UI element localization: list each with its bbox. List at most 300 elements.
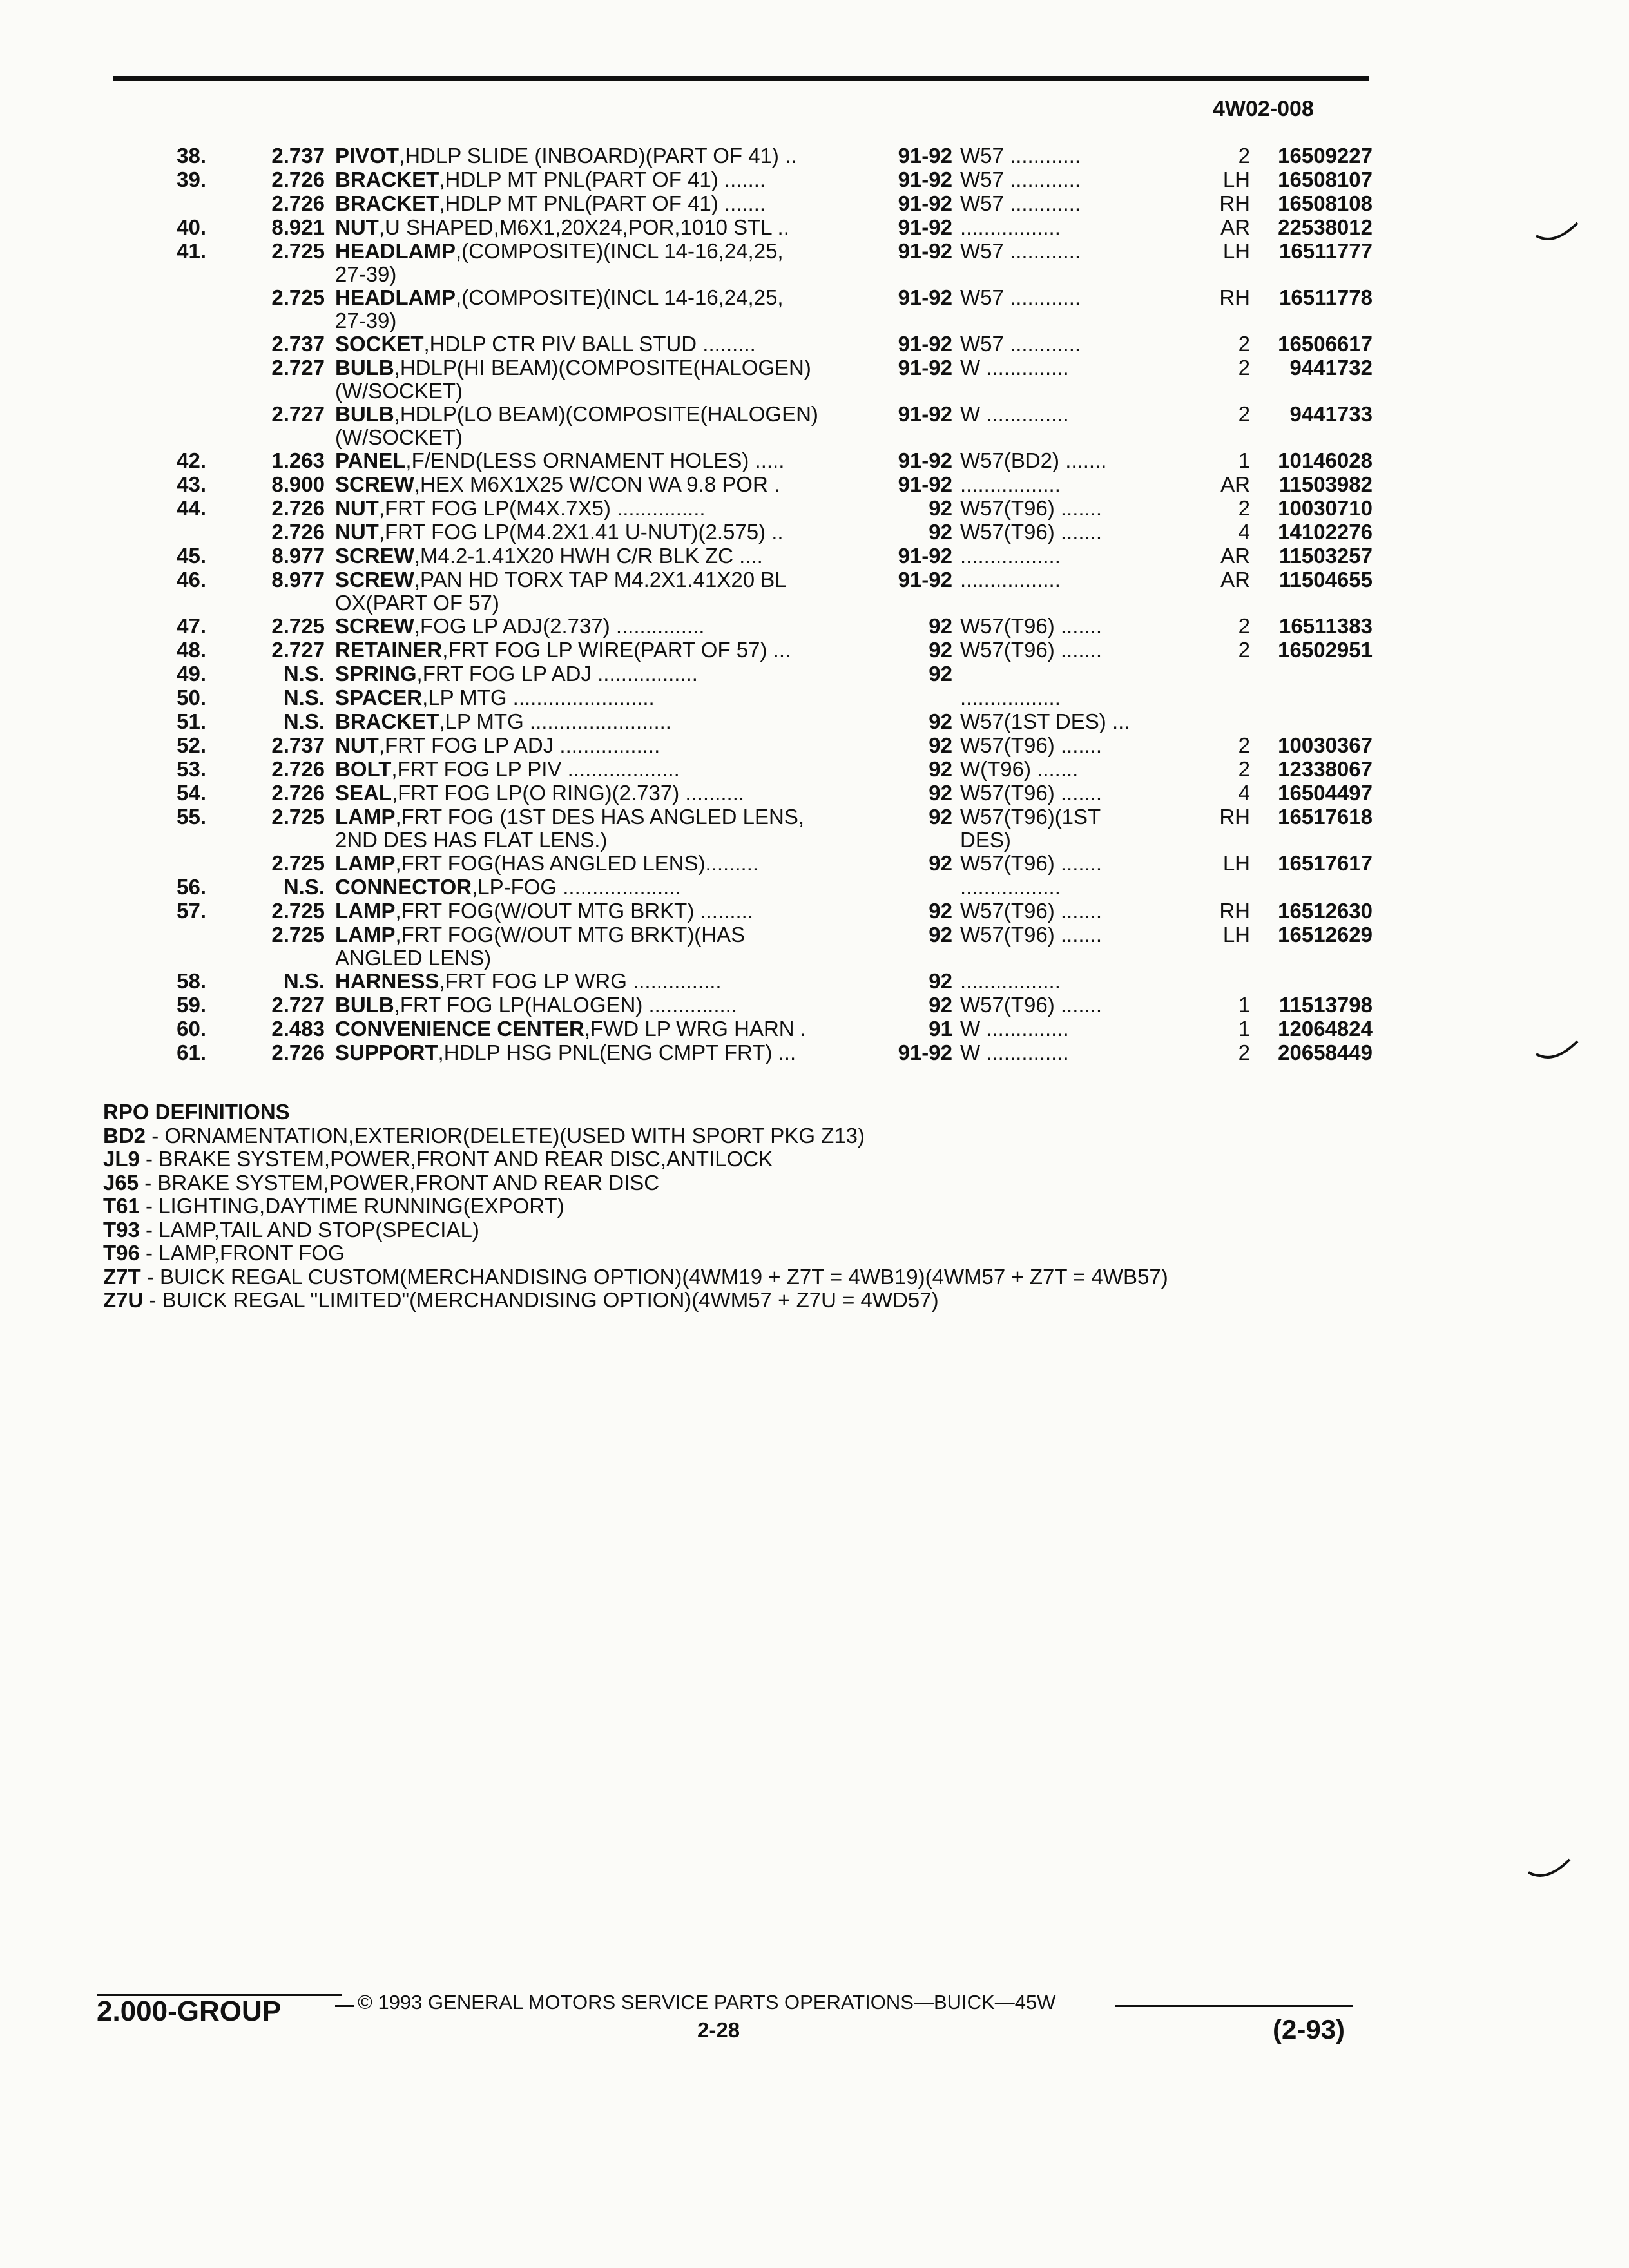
part-number: 16517617 <box>1278 851 1373 875</box>
table-row <box>122 521 1373 544</box>
model-code-text: W57(T96) ....... <box>960 639 1103 662</box>
part-detail: ,FRT FOG LP WIRE(PART OF 57) ... <box>442 639 791 662</box>
part-number: 9441733 <box>1289 402 1373 426</box>
part-description <box>335 1041 887 1064</box>
part-name: BOLT <box>335 758 392 781</box>
table-row <box>122 782 1373 805</box>
quantity: 1 <box>1238 1017 1250 1041</box>
group-number: 2.727 <box>271 356 325 380</box>
model-years: 92 <box>929 851 952 875</box>
quantity: 2 <box>1238 402 1250 426</box>
part-name: SPRING <box>335 662 417 686</box>
part-detail: ,FOG LP ADJ(2.737) ............... <box>414 615 705 638</box>
table-row <box>122 568 1373 615</box>
model-years: 91-92 <box>898 1041 952 1064</box>
model-code-text: W .............. <box>960 1041 1069 1064</box>
part-number: 11513798 <box>1278 993 1373 1017</box>
model-code <box>960 356 1199 380</box>
table-row <box>122 192 1373 216</box>
rpo-line <box>103 1148 1366 1171</box>
model-years: 92 <box>929 969 952 993</box>
part-detail-continued: (W/SOCKET) <box>335 425 463 449</box>
part-name: CONVENIENCE CENTER <box>335 1017 584 1041</box>
quantity: AR <box>1220 472 1250 496</box>
model-years: 91-92 <box>898 544 952 568</box>
table-row <box>122 662 1373 686</box>
item-number: 60. <box>177 1017 206 1041</box>
model-years: 92 <box>929 805 952 829</box>
part-name: NUT <box>335 521 379 544</box>
rpo-text: - BRAKE SYSTEM,POWER,FRONT AND REAR DISC <box>139 1170 660 1195</box>
model-years: 91-92 <box>898 568 952 591</box>
model-code <box>960 332 1199 356</box>
part-detail: ,FRT FOG(W/OUT MTG BRKT) ......... <box>395 899 753 923</box>
part-name: BULB <box>335 403 394 426</box>
part-number: 10030710 <box>1278 496 1373 520</box>
model-code-text: W57(T96) ....... <box>960 615 1103 638</box>
group-number: 2.725 <box>271 285 325 309</box>
part-detail-continued: ANGLED LENS) <box>335 946 492 970</box>
part-description <box>335 970 887 993</box>
part-detail: ,M4.2-1.41X20 HWH C/R BLK ZC .... <box>414 544 763 568</box>
part-description <box>335 521 887 544</box>
quantity: 1 <box>1238 448 1250 472</box>
part-name: LAMP <box>335 899 396 923</box>
part-name: SCREW <box>335 544 414 568</box>
rpo-code: T96 <box>103 1241 140 1265</box>
footer-rule <box>335 2005 354 2007</box>
part-description <box>335 497 887 520</box>
table-row <box>122 923 1373 970</box>
part-description <box>335 144 887 168</box>
model-code <box>960 923 1199 947</box>
model-years: 91-92 <box>898 144 952 168</box>
top-rule <box>113 76 1369 81</box>
part-description <box>335 662 887 686</box>
model-code-text: W57(1ST DES) ... <box>960 710 1130 733</box>
model-code-text: W57(T96) ....... <box>960 852 1103 875</box>
item-number: 52. <box>177 733 206 757</box>
model-code <box>960 286 1199 309</box>
model-code-text: W57 ............ <box>960 240 1081 263</box>
model-code-text: W57(T96) ....... <box>960 497 1103 520</box>
model-years: 92 <box>929 781 952 805</box>
table-row <box>122 899 1373 923</box>
model-code-text: W57 ............ <box>960 192 1081 215</box>
part-name: NUT <box>335 216 379 239</box>
quantity: 2 <box>1238 496 1250 520</box>
part-name: SCREW <box>335 568 414 591</box>
table-row <box>122 1017 1373 1041</box>
part-detail: ,(COMPOSITE)(INCL 14-16,24,25, <box>456 286 784 309</box>
part-description <box>335 734 887 757</box>
part-description <box>335 403 887 449</box>
part-description <box>335 1017 887 1041</box>
item-number: 61. <box>177 1041 206 1064</box>
model-years: 92 <box>929 662 952 686</box>
rpo-title: RPO DEFINITIONS <box>103 1100 290 1124</box>
table-row <box>122 286 1373 332</box>
group-number: 2.727 <box>271 993 325 1017</box>
part-description <box>335 639 887 662</box>
quantity: AR <box>1220 544 1250 568</box>
part-number: 16504497 <box>1278 781 1373 805</box>
model-code-text: W57(T96) ....... <box>960 923 1103 947</box>
part-number: 16509227 <box>1278 144 1373 168</box>
table-row <box>122 544 1373 568</box>
group-number: 2.725 <box>271 851 325 875</box>
table-row <box>122 852 1373 876</box>
part-name: CONNECTOR <box>335 876 472 899</box>
model-code <box>960 521 1199 544</box>
quantity: AR <box>1220 568 1250 591</box>
item-number: 57. <box>177 899 206 923</box>
model-years: 92 <box>929 993 952 1017</box>
part-name: PIVOT <box>335 144 400 168</box>
model-code <box>960 615 1199 638</box>
part-detail: ,FRT FOG (1ST DES HAS ANGLED LENS, <box>395 805 805 829</box>
group-number: N.S. <box>283 875 325 899</box>
table-row <box>122 449 1373 473</box>
model-code <box>960 805 1199 852</box>
part-name: BRACKET <box>335 192 439 215</box>
model-code-text: ................. <box>960 686 1061 709</box>
part-description <box>335 356 887 403</box>
model-code <box>960 899 1199 923</box>
item-number: 45. <box>177 544 206 568</box>
group-number: 2.737 <box>271 332 325 356</box>
part-number: 11503257 <box>1278 544 1373 568</box>
part-description <box>335 805 887 852</box>
model-code-continued: DES) <box>960 828 1011 852</box>
group-number: 8.900 <box>271 472 325 496</box>
item-number: 50. <box>177 686 206 709</box>
model-years: 92 <box>929 709 952 733</box>
part-name: HEADLAMP <box>335 286 456 309</box>
quantity: LH <box>1222 168 1250 191</box>
rpo-text: - LAMP,FRONT FOG <box>139 1241 345 1265</box>
model-code <box>960 686 1199 709</box>
item-number: 38. <box>177 144 206 168</box>
part-number: 16512630 <box>1278 899 1373 923</box>
part-detail: ,PAN HD TORX TAP M4.2X1.41X20 BL <box>414 568 787 591</box>
model-code-text: W57(T96)(1ST <box>960 805 1101 829</box>
part-number: 16511383 <box>1278 614 1373 638</box>
model-code <box>960 403 1199 426</box>
rpo-code: T61 <box>103 1194 140 1218</box>
model-code <box>960 710 1199 733</box>
model-years: 91-92 <box>898 332 952 356</box>
item-number: 54. <box>177 781 206 805</box>
model-code-text: W57 ............ <box>960 332 1081 356</box>
item-number: 53. <box>177 757 206 781</box>
part-name: BULB <box>335 994 394 1017</box>
part-detail: ,LP MTG ........................ <box>439 710 671 733</box>
group-number: 2.737 <box>271 733 325 757</box>
group-number: 8.977 <box>271 544 325 568</box>
rpo-line <box>103 1171 1366 1195</box>
group-number: 2.725 <box>271 923 325 947</box>
part-number: 16517618 <box>1278 805 1373 829</box>
part-number: 12338067 <box>1278 757 1373 781</box>
model-years: 91-92 <box>898 448 952 472</box>
group-number: 8.977 <box>271 568 325 591</box>
item-number: 42. <box>177 448 206 472</box>
rpo-code: BD2 <box>103 1123 146 1148</box>
rpo-text: - ORNAMENTATION,EXTERIOR(DELETE)(USED WITH SPORT PKG Z13) <box>146 1123 865 1148</box>
part-description <box>335 876 887 899</box>
table-row <box>122 758 1373 782</box>
part-name: LAMP <box>335 923 396 947</box>
rpo-text: - LIGHTING,DAYTIME RUNNING(EXPORT) <box>139 1194 564 1218</box>
group-number: 2.727 <box>271 638 325 662</box>
table-row <box>122 805 1373 852</box>
item-number: 49. <box>177 662 206 686</box>
quantity: 1 <box>1238 993 1250 1017</box>
table-row <box>122 639 1373 662</box>
part-number: 12064824 <box>1278 1017 1373 1041</box>
part-detail: ,HDLP MT PNL(PART OF 41) ....... <box>439 168 766 191</box>
part-name: HEADLAMP <box>335 240 456 263</box>
model-code-text: W57(T96) ....... <box>960 521 1103 544</box>
part-name: SOCKET <box>335 332 424 356</box>
part-number: 11503982 <box>1278 472 1373 496</box>
quantity: 4 <box>1238 520 1250 544</box>
rpo-line <box>103 1218 1366 1242</box>
rpo-text: - BUICK REGAL "LIMITED"(MERCHANDISING OPTION)(4WM57 + Z7U = 4WD57) <box>143 1288 939 1312</box>
model-code-text: ................. <box>960 568 1061 591</box>
item-number: 48. <box>177 638 206 662</box>
part-detail: ,FRT FOG LP ADJ ................. <box>378 734 660 757</box>
part-name: SCREW <box>335 615 414 638</box>
group-number: 2.727 <box>271 402 325 426</box>
model-code <box>960 876 1199 899</box>
part-detail: ,FRT FOG LP(O RING)(2.737) .......... <box>392 782 745 805</box>
part-detail: ,HDLP HSG PNL(ENG CMPT FRT) ... <box>438 1041 796 1064</box>
model-code-text: W57(T96) ....... <box>960 899 1103 923</box>
part-number: 16506617 <box>1278 332 1373 356</box>
item-number: 44. <box>177 496 206 520</box>
rpo-code: Z7U <box>103 1288 144 1312</box>
model-code <box>960 852 1199 875</box>
quantity: RH <box>1219 191 1250 215</box>
item-number: 51. <box>177 709 206 733</box>
part-name: RETAINER <box>335 639 443 662</box>
table-row <box>122 710 1373 734</box>
rpo-line <box>103 1124 1366 1148</box>
part-detail: ,HEX M6X1X25 W/CON WA 9.8 POR . <box>414 473 780 496</box>
part-name: BULB <box>335 356 394 380</box>
part-description <box>335 192 887 215</box>
model-code-text: ................. <box>960 216 1061 239</box>
part-detail: ,FRT FOG(HAS ANGLED LENS)......... <box>395 852 759 875</box>
model-years: 91-92 <box>898 285 952 309</box>
quantity: 2 <box>1238 614 1250 638</box>
rpo-definitions <box>103 1100 1366 1312</box>
part-number: 16508107 <box>1278 168 1373 191</box>
part-detail-continued: 2ND DES HAS FLAT LENS.) <box>335 828 608 852</box>
table-row <box>122 1041 1373 1065</box>
part-detail: ,LP-FOG .................... <box>472 876 681 899</box>
group-number: 2.725 <box>271 805 325 829</box>
quantity: 4 <box>1238 781 1250 805</box>
table-row <box>122 240 1373 286</box>
model-code <box>960 782 1199 805</box>
model-code-text: ................. <box>960 473 1061 496</box>
model-code <box>960 192 1199 215</box>
quantity: LH <box>1222 923 1250 947</box>
model-code <box>960 568 1199 591</box>
model-years: 92 <box>929 733 952 757</box>
part-number: 11504655 <box>1278 568 1373 591</box>
part-detail: ,HDLP MT PNL(PART OF 41) ....... <box>439 192 766 215</box>
model-code <box>960 1017 1199 1041</box>
part-number: 10146028 <box>1278 448 1373 472</box>
part-description <box>335 240 887 286</box>
model-code <box>960 970 1199 993</box>
part-description <box>335 899 887 923</box>
model-years: 91-92 <box>898 191 952 215</box>
item-number: 55. <box>177 805 206 829</box>
rpo-text: - BRAKE SYSTEM,POWER,FRONT AND REAR DISC,ANTILOCK <box>139 1147 773 1171</box>
part-detail: ,FRT FOG LP PIV ................... <box>391 758 680 781</box>
group-number: 2.726 <box>271 781 325 805</box>
group-number: 2.726 <box>271 191 325 215</box>
table-row <box>122 497 1373 521</box>
item-number: 41. <box>177 239 206 263</box>
group-number: 2.726 <box>271 757 325 781</box>
part-detail: ,HDLP SLIDE (INBOARD)(PART OF 41) .. <box>399 144 797 168</box>
quantity: RH <box>1219 899 1250 923</box>
part-description <box>335 994 887 1017</box>
part-number: 22538012 <box>1278 215 1373 239</box>
part-detail-continued: 27-39) <box>335 262 397 286</box>
model-years: 91-92 <box>898 402 952 426</box>
model-code <box>960 144 1199 168</box>
model-code <box>960 1041 1199 1064</box>
rpo-line <box>103 1289 1366 1312</box>
part-description <box>335 923 887 970</box>
model-years: 91-92 <box>898 239 952 263</box>
part-detail: ,U SHAPED,M6X1,20X24,POR,1010 STL .. <box>378 216 789 239</box>
part-detail: ,HDLP CTR PIV BALL STUD ......... <box>423 332 756 356</box>
model-years: 91-92 <box>898 215 952 239</box>
part-name: BRACKET <box>335 710 439 733</box>
model-code-text: W57(BD2) ....... <box>960 449 1107 472</box>
model-years: 92 <box>929 923 952 947</box>
part-detail-continued: 27-39) <box>335 309 397 332</box>
part-number: 9441732 <box>1289 356 1373 380</box>
item-number: 43. <box>177 472 206 496</box>
group-number: 2.726 <box>271 496 325 520</box>
group-number: 1.263 <box>271 448 325 472</box>
part-number: 20658449 <box>1278 1041 1373 1064</box>
model-years: 92 <box>929 496 952 520</box>
part-name: NUT <box>335 497 379 520</box>
footer-right-rule <box>1263 2005 1353 2007</box>
item-number: 56. <box>177 875 206 899</box>
check-mark-icon <box>1527 1857 1572 1885</box>
quantity: 2 <box>1238 757 1250 781</box>
part-number: 16511777 <box>1278 239 1373 263</box>
model-code-text: W .............. <box>960 356 1069 380</box>
table-row <box>122 734 1373 758</box>
group-number: 8.921 <box>271 215 325 239</box>
part-detail: ,FWD LP WRG HARN . <box>584 1017 806 1041</box>
rpo-lines <box>103 1124 1366 1312</box>
quantity: 2 <box>1238 144 1250 168</box>
model-code-text: W57(T96) ....... <box>960 782 1103 805</box>
model-years: 91-92 <box>898 356 952 380</box>
part-number: 16512629 <box>1278 923 1373 947</box>
table-row <box>122 970 1373 994</box>
quantity: LH <box>1222 239 1250 263</box>
table-row <box>122 615 1373 639</box>
model-code-text: W .............. <box>960 1017 1069 1041</box>
table-row <box>122 356 1373 403</box>
part-detail: ,FRT FOG LP(M4X.7X5) ............... <box>378 497 706 520</box>
part-description <box>335 332 887 356</box>
part-detail: ,FRT FOG LP(HALOGEN) ............... <box>394 994 738 1017</box>
model-code-text: W57(T96) ....... <box>960 734 1103 757</box>
model-code-text: W57 ............ <box>960 144 1081 168</box>
model-years: 91 <box>929 1017 952 1041</box>
group-number: N.S. <box>283 969 325 993</box>
part-name: SCREW <box>335 473 414 496</box>
model-years: 92 <box>929 899 952 923</box>
part-description <box>335 615 887 638</box>
model-code-text: ................. <box>960 544 1061 568</box>
model-code <box>960 994 1199 1017</box>
group-number: N.S. <box>283 662 325 686</box>
model-code <box>960 216 1199 239</box>
table-row <box>122 473 1373 497</box>
group-number: 2.725 <box>271 614 325 638</box>
page-number: 2-28 <box>697 2018 740 2042</box>
part-detail: ,HDLP(LO BEAM)(COMPOSITE(HALOGEN) <box>394 403 818 426</box>
part-description <box>335 710 887 733</box>
quantity: 2 <box>1238 1041 1250 1064</box>
table-row <box>122 994 1373 1017</box>
quantity: 2 <box>1238 733 1250 757</box>
table-row <box>122 876 1373 899</box>
group-number: N.S. <box>283 686 325 709</box>
part-description <box>335 544 887 568</box>
part-number: 10030367 <box>1278 733 1373 757</box>
group-number: 2.726 <box>271 1041 325 1064</box>
model-years: 92 <box>929 757 952 781</box>
part-number: 16502951 <box>1278 638 1373 662</box>
quantity: 2 <box>1238 332 1250 356</box>
part-detail: ,FRT FOG LP ADJ ................. <box>416 662 698 686</box>
model-code <box>960 449 1199 472</box>
part-detail: ,FRT FOG LP(M4.2X1.41 U-NUT)(2.575) .. <box>378 521 784 544</box>
model-code <box>960 544 1199 568</box>
part-description <box>335 286 887 332</box>
rpo-text: - BUICK REGAL CUSTOM(MERCHANDISING OPTION)(4WM19 + Z7T = 4WB19)(4WM57 + Z7T = 4WB57) <box>140 1264 1168 1289</box>
group-number: 2.726 <box>271 168 325 191</box>
group-number: 2.725 <box>271 899 325 923</box>
model-code <box>960 473 1199 496</box>
model-years: 92 <box>929 638 952 662</box>
part-name: NUT <box>335 734 379 757</box>
model-years: 91-92 <box>898 168 952 191</box>
model-code-text: ................. <box>960 876 1061 899</box>
model-code-text: W .............. <box>960 403 1069 426</box>
item-number: 58. <box>177 969 206 993</box>
part-name: SPACER <box>335 686 423 709</box>
item-number: 39. <box>177 168 206 191</box>
